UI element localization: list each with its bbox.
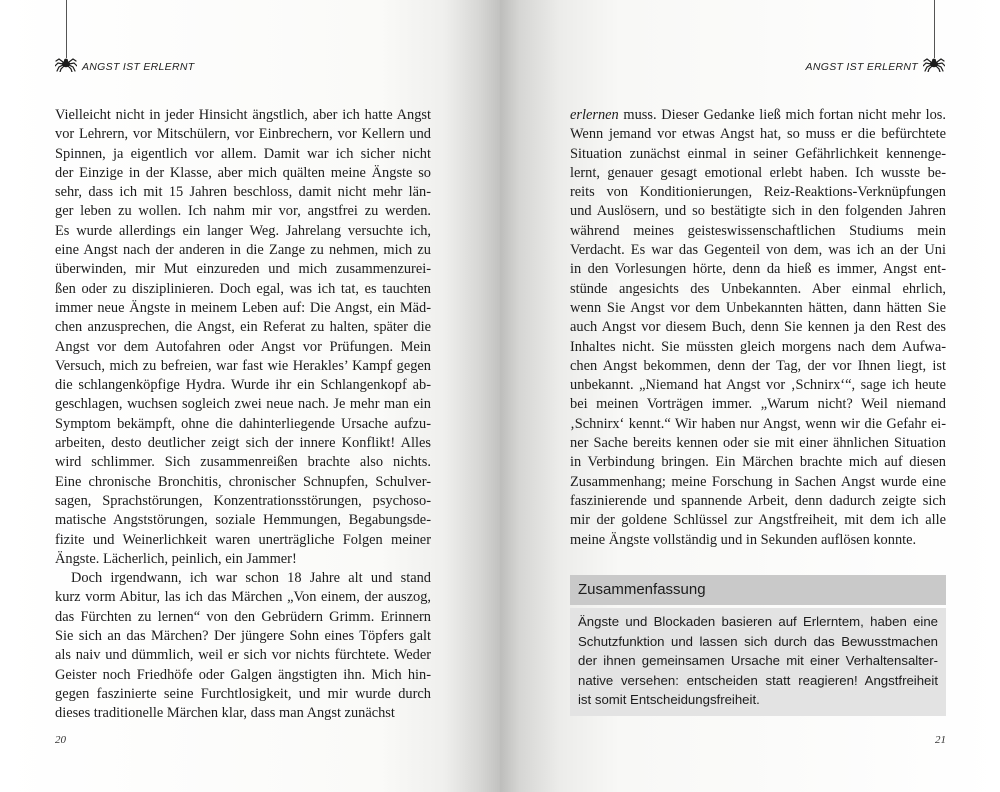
text-line: chen Angst bekommen, denn der Tag, der vor Ihnen liegt, ist — [570, 357, 946, 374]
text-line: als naiv und dümmlich, weil er sich vor nichts fürchtete. Weder — [55, 647, 431, 664]
text-line: faszinierende und spannende Arbeit, denn dadurch zeigte sich — [570, 492, 946, 509]
text-line: Angst vor dem Autofahren oder Angst vor Prüfungen. Mein — [55, 338, 431, 355]
text-line: Wenn jemand vor etwas Angst hat, so muss er die befürchtete — [570, 126, 946, 143]
summary-body — [570, 608, 946, 716]
text-line: und Auslösern, und so bestätigte sich in den folgenden Jahren — [570, 203, 946, 220]
text-line: Sie sich an das Märchen? Der jüngere Sohn eines Töpfers galt — [55, 628, 431, 645]
text-line: Geister noch Friedhöfe oder Galgen ängstigten ihn. Mich hin- — [55, 666, 431, 683]
text-line: meine Ängste vollständig und in Sekunden auflösen konnte. — [570, 531, 917, 548]
text-line: Doch irgendwann, ich war schon 18 Jahre alt und stand — [71, 570, 431, 587]
text-line: chen anzusprechen, die Angst, ein Referat zu halten, später die — [55, 319, 431, 336]
running-head: ANGST IST ERLERNT — [805, 61, 918, 73]
page-number: 20 — [55, 734, 66, 746]
text-line: wird schlimmer. Sich zusammenreißen brachte also nichts. — [55, 454, 431, 471]
text-line: kurz vorm Abitur, las ich das Märchen „Von einem, der auszog, — [55, 589, 431, 606]
text-line: Eine chronische Bronchitis, chronischer Schnupfen, Schulver- — [55, 473, 431, 490]
text-line: auch Angst vor diesem Buch, denn Sie kennen ja den Rest des — [570, 319, 946, 336]
text-line: ger leben zu wollen. Ich nahm mir vor, angstfrei zu werden. — [55, 203, 431, 220]
page-number: 21 — [935, 734, 946, 746]
text-line: Ängste. Lächerlich, peinlich, ein Jammer! — [55, 550, 297, 567]
text-line: Spinnen, ja eigentlich vor allem. Damit war ich sicher nicht — [55, 145, 431, 162]
spider-icon — [55, 56, 77, 72]
text-line: wenn Sie Angst vor dem Unbekannten hätten, dann hätten Sie — [570, 299, 946, 316]
text-line: geschlagen, wuchsen sogleich zwei neue nach. Je mehr man ein — [55, 396, 431, 413]
text-line: arbeiten, desto deutlicher zeigt sich der innere Konflikt! Alles — [55, 435, 431, 452]
text-line: Zusammenhang; meine Forschung in Sachen Angst wurde eine — [570, 473, 946, 490]
text-line: die schlangenköpfige Hydra. Wurde ihr ein Schlangenkopf ab- — [55, 377, 431, 394]
right-page — [500, 0, 1000, 792]
text-line: Inhaltes nicht. Sie müssten gleich morgens nach dem Aufwa- — [570, 338, 946, 355]
text-line: Vielleicht nicht in jeder Hinsicht ängstlich, aber ich hatte Angst — [55, 107, 431, 123]
spider-thread — [934, 0, 935, 58]
text-line: der Einzige in der Klasse, aber mich quälten meine Ängste so — [55, 164, 431, 181]
text-line: in den Vorlesungen hörte, denn da hieß es immer, Angst ent- — [570, 261, 946, 278]
text-line: während meines geisteswissenschaftlichen Studiums mein — [570, 222, 946, 239]
text-line: gegen faszinierte seine Furchtlosigkeit, und mir wurde durch — [55, 685, 431, 702]
text-line: vor Lehrern, vor Mitschülern, vor Einbrechern, vor Kellern und — [55, 126, 431, 143]
text-line: Versuch, mich zu befreien, war fast wie Herakles’ Kampf gegen — [55, 357, 431, 374]
text-line: Verdacht. Es war das Gegenteil von dem, was ich an der Uni — [570, 242, 946, 259]
summary-box — [570, 575, 946, 716]
text-line: ist somit Entscheidungsfreiheit. — [578, 692, 760, 707]
text-line: in Verbindung bringen. Ein Märchen brachte mich auf diesen — [570, 454, 946, 471]
text-line: ßen oder zu disziplinieren. Doch egal, was ich tat, es tauchten — [55, 280, 431, 297]
text-line: Situation zunächst einmal in seiner Gefährlichkeit kennenge- — [570, 145, 946, 162]
italic-word: erlernen — [570, 107, 619, 123]
text-line: sagen, Sprachstörungen, Konzentrationsstörungen, psychoso- — [55, 492, 431, 509]
text-line: das Fürchten zu lernen“ von den Gebrüdern Grimm. Erinnern — [55, 608, 431, 625]
text-line: immer neue Ängste in meinem Leben auf: Die Angst, ein Mäd- — [55, 299, 431, 316]
text-line: Schutzfunktion und lassen sich durch das Bewusstmachen — [578, 633, 938, 649]
text-line: lernt, genauer gesagt emotional erlebt haben. Ich wusste be- — [570, 164, 946, 181]
body-text — [55, 106, 431, 724]
text-line: fizite und Weinerlichkeit waren unerträgliche Folgen meiner — [55, 531, 431, 548]
running-head: ANGST IST ERLERNT — [82, 61, 195, 73]
text-line: matische Angststörungen, soziale Hemmungen, Begabungsde- — [55, 512, 431, 529]
text-line: ‚Schnirx‘ kennt.“ Wir haben nur Angst, wenn wir die Gefahr ei- — [570, 415, 946, 432]
text-line: eine Angst nach der anderen in die Zange zu nehmen, mich zu — [55, 242, 431, 259]
text-line: erlernen muss. Dieser Gedanke ließ mich fortan nicht mehr los. — [570, 107, 946, 123]
text-line: überwinden, mir Mut einzureden und mich zusammenzurei- — [55, 261, 431, 278]
text-line: Es wurde allerdings ein langer Weg. Jahrelang versuchte ich, — [55, 222, 431, 239]
text-line: reits von Konditionierungen, Reiz-Reaktions-Verknüpfungen — [570, 184, 946, 201]
text-line: Ängste und Blockaden basieren auf Erlerntem, haben eine — [578, 614, 938, 629]
text-line: Symptom bekämpft, ohne die dahinterliegende Ursache aufzu- — [55, 415, 431, 432]
spider-icon — [923, 56, 945, 72]
text-line: mir der goldene Schlüssel zur Angstfreiheit, mit dem ich alle — [570, 512, 946, 529]
body-text — [570, 106, 946, 550]
text-line: der ihnen gemeinsamen Ursache mit einer Verhaltensalter- — [578, 653, 938, 668]
text-line: bei meinen Vorträgen immer. „Warum nicht? Weil niemand — [570, 396, 946, 413]
text-line: dieses traditionelle Märchen klar, dass man Angst zunächst — [55, 705, 395, 722]
text-line: unbekannt. „Niemand hat Angst vor ‚Schnirx‘“, sage ich heute — [570, 377, 946, 394]
spider-thread — [66, 0, 67, 58]
text-line: ner Sache bereits kennen oder sie mit einer ähnlichen Situation — [570, 435, 946, 452]
text-line: stünde angesichts des Unbekannten. Aber einmal ehrlich, — [570, 280, 946, 297]
summary-title: Zusammenfassung — [570, 575, 946, 605]
text-line: native versehen: entscheiden statt reagieren! Angstfreiheit — [578, 672, 938, 688]
text-line: sehr, dass ich mit 15 Jahren beschloss, damit nicht mehr län- — [55, 184, 431, 201]
